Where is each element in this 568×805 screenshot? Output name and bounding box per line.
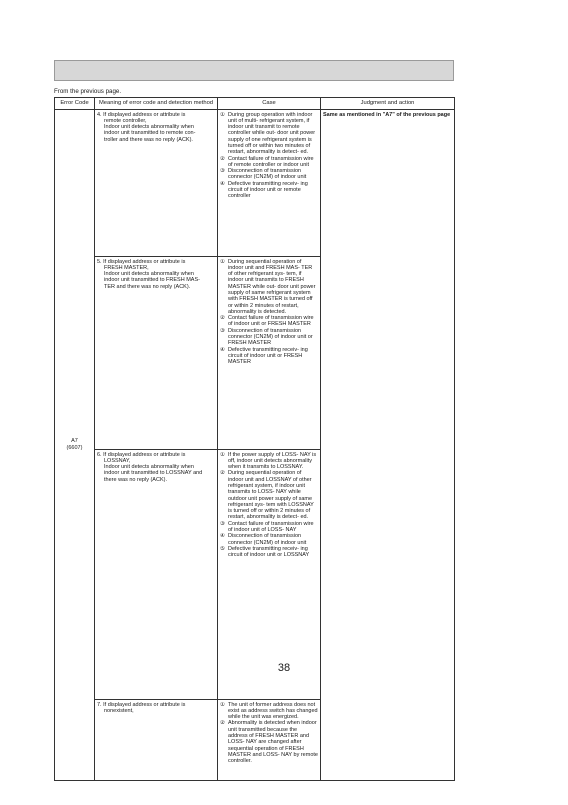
column-header-meaning: Meaning of error code and detection method bbox=[95, 98, 218, 110]
table-row bbox=[55, 110, 455, 257]
case-number: ② bbox=[220, 315, 225, 322]
case-item bbox=[220, 181, 318, 200]
meaning-cell bbox=[95, 257, 218, 450]
case-item bbox=[220, 315, 318, 328]
judgment-cell: Same as mentioned in "A7" of the previous page bbox=[321, 110, 455, 781]
case-item bbox=[220, 347, 318, 366]
case-item bbox=[220, 156, 318, 169]
case-item bbox=[220, 702, 318, 721]
case-number: ② bbox=[220, 155, 225, 162]
meaning-title: 6. If displayed address or attribute is bbox=[97, 451, 186, 458]
meaning-description: nonexistent, bbox=[104, 707, 134, 714]
case-text: Defective transmitting receiv- ing circuit of indoor unit or FRESH MASTER bbox=[228, 346, 308, 366]
table-header-row bbox=[55, 98, 455, 110]
case-number: ④ bbox=[220, 346, 225, 353]
case-item bbox=[220, 328, 318, 347]
case-number: ① bbox=[220, 701, 225, 708]
meaning-description: FRESH MASTER, Indoor unit detects abnormality when indoor unit transmitted to FRESH MAS- TER and there was no reply (ACK). bbox=[104, 264, 200, 290]
case-number: ① bbox=[220, 111, 225, 118]
case-text: During sequential operation of indoor unit and LOSSNAY of other refrigerant system, if indoor unit transmits to LOSS- NAY while outdoor unit power supply of same refrigerant sys- tem with LOSSNAY is turned off or within 2 minutes of restart, abnormality is detect- ed. bbox=[228, 470, 314, 521]
meaning-title: 4. If displayed address or attribute is bbox=[97, 111, 186, 118]
meaning-description: LOSSNAY, Indoor unit detects abnormality when indoor unit transmitted to LOSSNAY and there was no reply (ACK). bbox=[104, 457, 203, 483]
case-number: ③ bbox=[220, 168, 225, 175]
case-text: Disconnection of transmission connector (CN2M) of indoor unit bbox=[228, 533, 307, 546]
meaning-title: 5. If displayed address or attribute is bbox=[97, 258, 186, 265]
case-item bbox=[220, 470, 318, 520]
case-text: Defective transmitting receiv- ing circuit of indoor unit or remote controller bbox=[228, 180, 308, 200]
case-cell bbox=[218, 257, 321, 450]
case-number: ⑤ bbox=[220, 545, 225, 552]
case-number: ③ bbox=[220, 327, 225, 334]
error-subcode: (6607) bbox=[66, 445, 83, 451]
meaning-cell bbox=[95, 700, 218, 781]
case-text: The unit of former address does not exist as address switch has changed while the unit was energized. bbox=[228, 701, 318, 721]
case-item bbox=[220, 259, 318, 316]
section-header-bar bbox=[54, 60, 454, 81]
case-item bbox=[220, 521, 318, 534]
case-number: ④ bbox=[220, 180, 225, 187]
case-item bbox=[220, 168, 318, 181]
meaning-title: 7. If displayed address or attribute is bbox=[97, 701, 186, 708]
column-header-error-code: Error Code bbox=[55, 98, 95, 110]
case-text: During sequential operation of indoor unit and FRESH MAS- TER of other refrigerant sys- tem, if indoor unit transmits to FRESH MASTER while out- door unit power supply of same refrigerant system with FRESH MASTER is turned off or within 2 minutes of restart, abnormality is detected. bbox=[228, 258, 316, 315]
case-item bbox=[220, 720, 318, 764]
error-code-cell bbox=[55, 110, 95, 781]
error-code: A7 bbox=[71, 438, 78, 444]
case-item bbox=[220, 452, 318, 471]
meaning-description: remote controller, Indoor unit detects abnormality when indoor unit transmitted to remote con- troller and there was no reply (ACK). bbox=[104, 117, 196, 143]
case-cell bbox=[218, 700, 321, 781]
case-item bbox=[220, 533, 318, 546]
case-text: Defective transmitting receiv- ing circuit of indoor unit or LOSSNAY bbox=[228, 545, 310, 559]
case-number: ② bbox=[220, 470, 225, 477]
case-text: Abnormality is detected when indoor unit transmitted because the address of FRESH MASTER and LOSS- NAY are changed after sequential operation of FRESH MASTER and LOSS- NAY by remote controller. bbox=[228, 720, 318, 765]
meaning-cell bbox=[95, 110, 218, 257]
case-text: During group operation with indoor unit of multi- refrigerant system, if indoor unit transmit to remote controller while out- door unit power supply of one refrigerant system is turned off or within two minutes of restart, abnormality is detect- ed. bbox=[228, 111, 316, 156]
case-text: Contact failure of transmission wire of indoor unit or FRESH MASTER bbox=[228, 315, 314, 328]
case-text: Contact failure of transmission wire of remote controller or indoor unit bbox=[228, 155, 314, 168]
case-number: ③ bbox=[220, 520, 225, 527]
case-text: Disconnection of transmission connector (CN2M) of indoor unit bbox=[228, 168, 307, 181]
error-code-table bbox=[54, 97, 455, 781]
case-number: ② bbox=[220, 720, 225, 727]
page-number: 38 bbox=[277, 662, 291, 674]
case-text: Contact failure of transmission wire of indoor unit of LOSS- NAY bbox=[228, 520, 314, 534]
case-number: ① bbox=[220, 451, 225, 458]
column-header-judgment: Judgment and action bbox=[321, 98, 455, 110]
case-number: ① bbox=[220, 258, 225, 265]
column-header-case: Case bbox=[218, 98, 321, 110]
case-item bbox=[220, 112, 318, 156]
case-item bbox=[220, 546, 318, 559]
case-text: If the power supply of LOSS- NAY is off, indoor unit detects abnormality when it transmits to LOSSNAY. bbox=[228, 451, 317, 471]
case-text: Disconnection of transmission connector (CN2M) of indoor unit or FRESH MASTER bbox=[228, 327, 313, 347]
continuation-note: From the previous page. bbox=[54, 88, 122, 95]
case-number: ④ bbox=[220, 533, 225, 540]
case-cell bbox=[218, 110, 321, 257]
